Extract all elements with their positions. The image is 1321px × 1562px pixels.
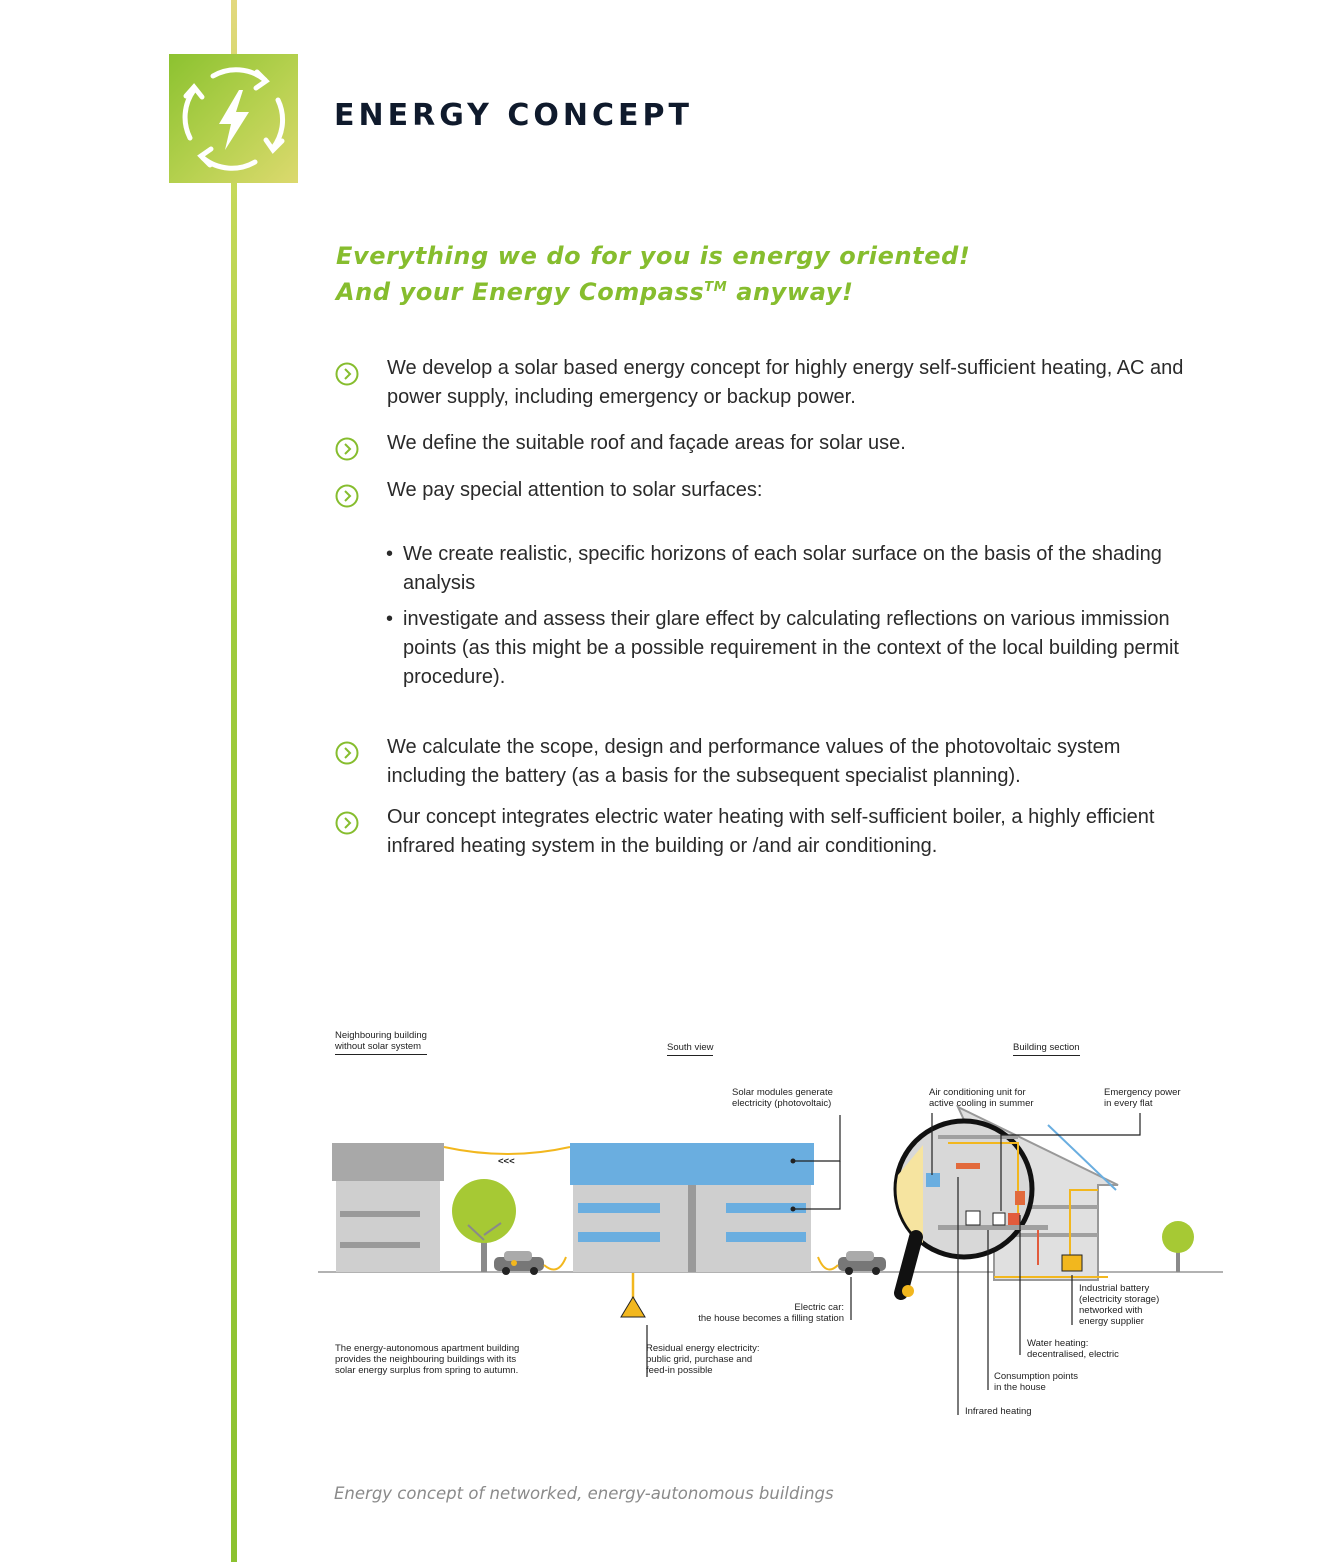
tagline (336, 238, 970, 310)
label-neighbouring-building (335, 1030, 427, 1055)
page-title: ENERGY CONCEPT (334, 98, 693, 133)
sub-bullet-item (386, 540, 1186, 598)
energy-concept-diagram (318, 1025, 1228, 1425)
trademark-mark: TM (704, 280, 728, 295)
label-line: solar energy surplus from spring to autumn. (335, 1365, 519, 1376)
energy-concept-logo (169, 54, 298, 183)
battery-icon (1062, 1255, 1082, 1271)
chevron-circle-icon (335, 811, 359, 835)
label-water-heating (1027, 1338, 1119, 1360)
sub-bullet-text: investigate and assess their glare effect by calculating reflections on various immission points (as this might be a possible requirement in the context of the local building permit procedure). (403, 608, 1179, 688)
sub-bullet-dot: • (386, 608, 394, 630)
high-voltage-warning-icon (621, 1297, 645, 1317)
label-line: Industrial battery (1079, 1283, 1150, 1294)
label-line: Consumption points (994, 1371, 1078, 1382)
label-electric-car (686, 1302, 844, 1324)
label-line: public grid, purchase and (646, 1354, 753, 1365)
solar-apartment-building (570, 1143, 814, 1272)
tagline-line-1: Everything we do for you is energy oriented! (336, 242, 971, 270)
label-line: feed-in possible (646, 1365, 713, 1376)
label-industrial-battery (1079, 1283, 1159, 1327)
label-infrared-heating: Infrared heating (965, 1406, 1032, 1417)
label-line: in every flat (1104, 1098, 1153, 1109)
bullet-text: We pay special attention to solar surfaces: (387, 479, 763, 501)
label-line: electricity (photovoltaic) (732, 1098, 832, 1109)
tv-icon (993, 1213, 1005, 1225)
label-line: networked with (1079, 1305, 1143, 1316)
label-line: energy supplier (1079, 1316, 1144, 1327)
label-line: Water heating: (1027, 1338, 1089, 1349)
energy-cycle-lightning-icon (169, 54, 298, 183)
label-building-section: Building section (1013, 1042, 1080, 1056)
chevron-circle-icon (335, 741, 359, 765)
label-emergency-power (1104, 1087, 1181, 1109)
tree-icon (1162, 1221, 1194, 1272)
figure-caption: Energy concept of networked, energy-autonomous buildings (334, 1484, 834, 1503)
bullet-text: We calculate the scope, design and performance values of the photovoltaic system including the battery (as a basis for the subsequent specialist planning). (387, 736, 1121, 787)
label-line: Air conditioning unit for (929, 1087, 1026, 1098)
label-line: in the house (994, 1382, 1046, 1393)
sub-bullet-text: We create realistic, specific horizons of each solar surface on the basis of the shading analysis (403, 543, 1162, 594)
tagline-line-2 (336, 274, 970, 310)
water-heater-icon (1015, 1191, 1025, 1205)
chevron-circle-icon (335, 484, 359, 508)
label-solar-modules (732, 1087, 833, 1109)
label-line: (electricity storage) (1079, 1294, 1160, 1305)
washing-machine-icon (966, 1211, 980, 1225)
ac-unit-icon (926, 1173, 940, 1187)
sub-bullet-dot: • (386, 543, 394, 565)
sub-bullet-item (386, 605, 1186, 692)
label-line: The energy-autonomous apartment building (335, 1343, 520, 1354)
label-air-conditioning (929, 1087, 1034, 1109)
bullet-text: Our concept integrates electric water heating with self-sufficient boiler, a highly efficient infrared heating system in the building or /and air conditioning. (387, 806, 1155, 857)
tagline-line-2-text: And your Energy Compass (336, 278, 705, 306)
label-residual-energy (646, 1343, 760, 1376)
label-south-view: South view (667, 1042, 713, 1056)
label-line: Residual energy electricity: (646, 1343, 760, 1354)
label-line: active cooling in summer (929, 1098, 1034, 1109)
label-line: Emergency power (1104, 1087, 1181, 1098)
bullet-text: We define the suitable roof and façade areas for solar use. (387, 432, 906, 454)
energy-flow-arrows: <<< (498, 1156, 515, 1167)
chevron-circle-icon (335, 362, 359, 386)
neighbouring-building (332, 1143, 444, 1272)
label-line: provides the neighbouring buildings with its (335, 1354, 517, 1365)
label-line: Neighbouring building (335, 1030, 427, 1041)
label-line: without solar system (335, 1041, 422, 1052)
label-line: the house becomes a filling station (698, 1313, 844, 1324)
label-consumption-points (994, 1371, 1078, 1393)
label-line: Solar modules generate (732, 1087, 833, 1098)
bullet-text: We develop a solar based energy concept for highly energy self-sufficient heating, AC and power supply, including emergency or backup power. (387, 357, 1184, 408)
tagline-line-2-suffix: anyway! (727, 278, 854, 306)
label-line: decentralised, electric (1027, 1349, 1119, 1360)
vertical-accent-line (231, 0, 237, 1562)
chevron-circle-icon (335, 437, 359, 461)
label-autonomous-building (335, 1343, 519, 1376)
label-line: Electric car: (794, 1302, 844, 1313)
socket-icon (1008, 1213, 1020, 1225)
power-cable (444, 1147, 570, 1154)
infrared-heater-icon (956, 1163, 980, 1169)
